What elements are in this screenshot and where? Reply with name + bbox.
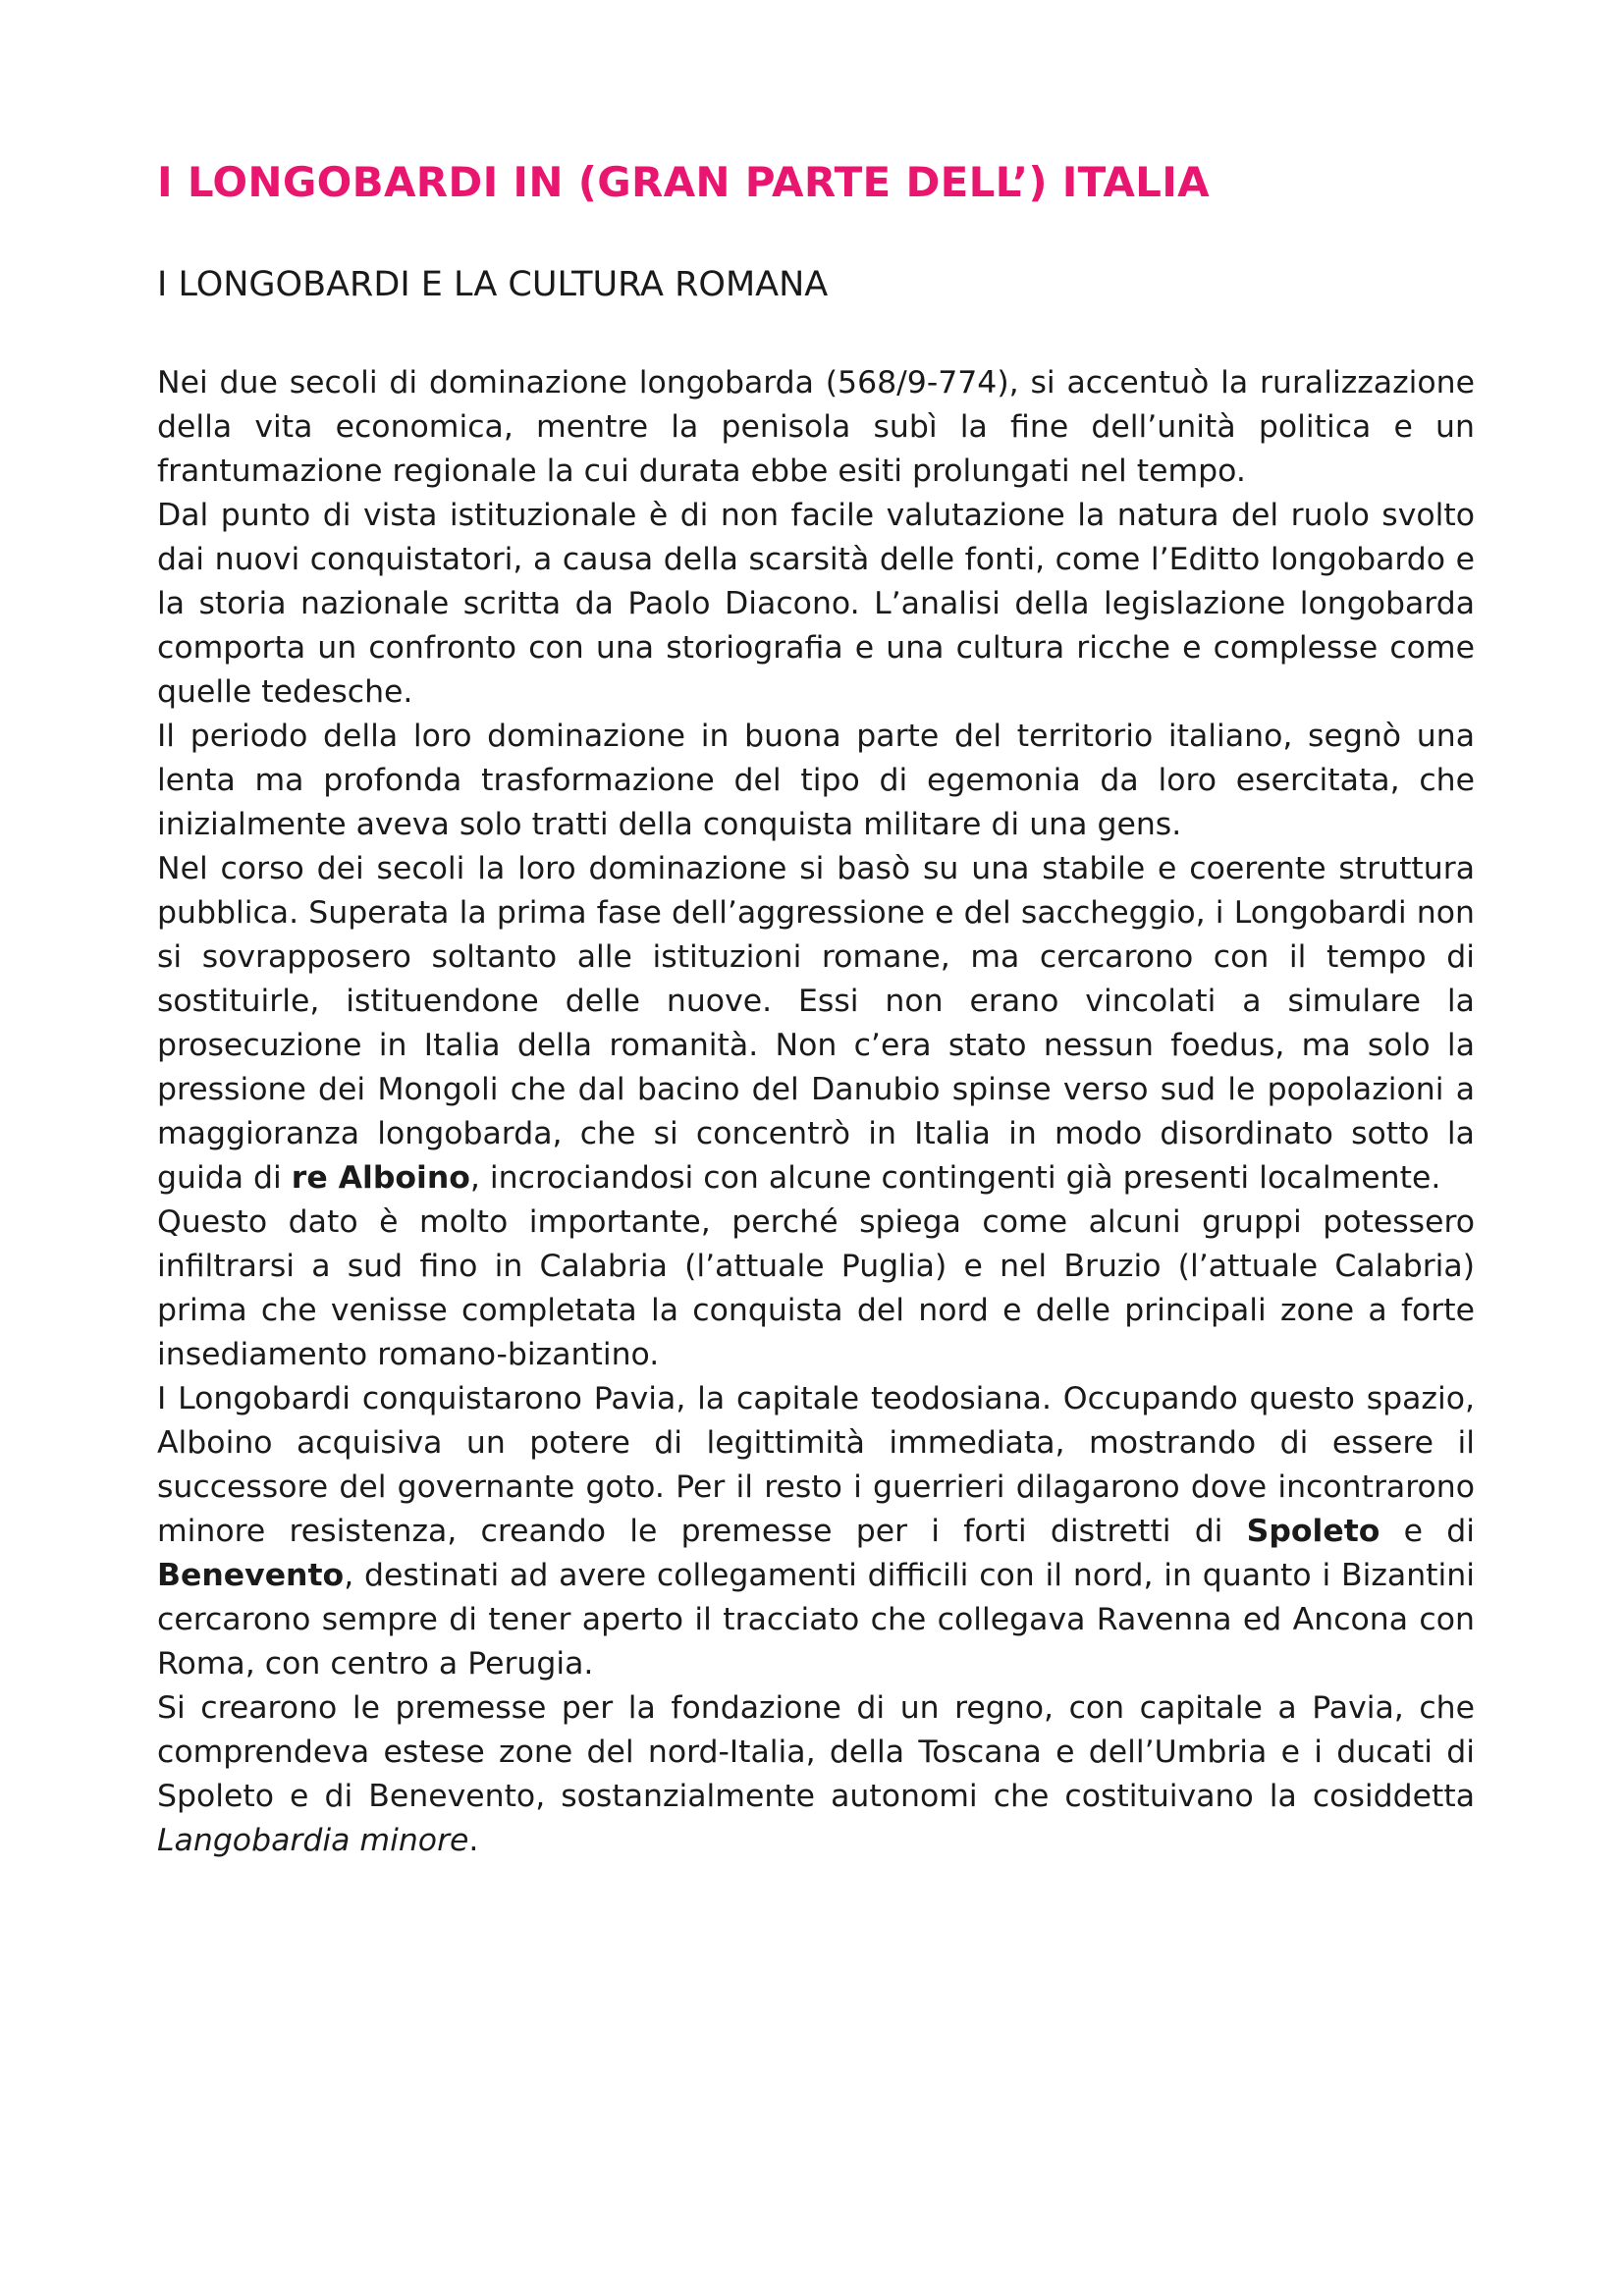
paragraph-6-text-end: , destinati ad avere collegamenti difficili con il nord, in quanto i Bizantini cercarono sempre di tener aperto il tracciato che collegava Ravenna ed Ancona con Roma, con centro a Perugia.: [157, 1558, 1475, 1682]
paragraph-4: [157, 847, 1475, 1201]
paragraph-7-text-end: .: [468, 1823, 479, 1858]
paragraph-6-conjunction: e di: [1380, 1514, 1475, 1549]
spoleto-bold: Spoleto: [1246, 1514, 1380, 1549]
body-text: [157, 361, 1475, 1863]
paragraph-2: Dal punto di vista istituzionale è di non facile valutazione la natura del ruolo svolto dai nuovi conquistatori, a causa della scarsità delle fonti, come l’Editto longobardo e la storia nazionale scritta da Paolo Diacono. L’analisi della legislazione longobarda comporta un confronto con una storiografia e una cultura ricche e complesse come quelle tedesche.: [157, 498, 1475, 710]
paragraph-4-text: Nel corso dei secoli la loro dominazione si basò su una stabile e coerente struttura pubblica. Superata la prima fase dell’aggressione e del saccheggio, i Longobardi non si sovrapposero soltanto alle istituzioni romane, ma cercarono con il tempo di sostituirle, istituendone delle nuove. Essi non erano vincolati a simulare la prosecuzione in Italia della romanità. Non c’era stato nessun foedus, ma solo la pressione dei Mongoli che dal bacino del Danubio spinse verso sud le popolazioni a maggioranza longobarda, che si concentrò in Italia in modo disordinato sotto la guida di: [157, 851, 1475, 1196]
section-heading: I LONGOBARDI E LA CULTURA ROMANA: [157, 265, 829, 304]
benevento-bold: Benevento: [157, 1558, 345, 1593]
paragraph-6-text: I Longobardi conquistarono Pavia, la capitale teodosiana. Occupando questo spazio, Alboino acquisiva un potere di legittimità immediata, mostrando di essere il successore del governante goto. Per il resto i guerrieri dilagarono dove incontrarono minore resistenza, creando le premesse per i forti distretti di: [157, 1381, 1475, 1549]
paragraph-3: Il periodo della loro dominazione in buona parte del territorio italiano, segnò una lenta ma profonda trasformazione del tipo di egemonia da loro esercitata, che inizialmente aveva solo tratti della conquista militare di una gens.: [157, 719, 1475, 842]
paragraph-6: [157, 1377, 1475, 1686]
langobardia-minore-italic: Langobardia minore: [157, 1823, 469, 1858]
paragraph-7: [157, 1686, 1475, 1863]
paragraph-1: Nei due secoli di dominazione longobarda (568/9-774), si accentuò la ruralizzazione della vita economica, mentre la penisola subì la fine dell’unità politica e un frantumazione regionale la cui durata ebbe esiti prolungati nel tempo.: [157, 365, 1475, 489]
re-alboino-bold: re Alboino: [291, 1160, 470, 1196]
document-page: [157, 157, 1475, 1863]
paragraph-5: Questo dato è molto importante, perché spiega come alcuni gruppi potessero infiltrarsi a sud fino in Calabria (l’attuale Puglia) e nel Bruzio (l’attuale Calabria) prima che venisse completata la conquista del nord e delle principali zone a forte insediamento romano-bizantino.: [157, 1204, 1475, 1372]
paragraph-7-text: Si crearono le premesse per la fondazione di un regno, con capitale a Pavia, che comprendeva estese zone del nord-Italia, della Toscana e dell’Umbria e i ducati di Spoleto e di Benevento, sostanzialmente autonomi che costituivano la cosiddetta: [157, 1690, 1475, 1814]
paragraph-4-text-end: , incrociandosi con alcune contingenti già presenti localmente.: [469, 1160, 1441, 1196]
document-title: I LONGOBARDI IN (GRAN PARTE DELL’) ITALIA: [157, 158, 1210, 206]
